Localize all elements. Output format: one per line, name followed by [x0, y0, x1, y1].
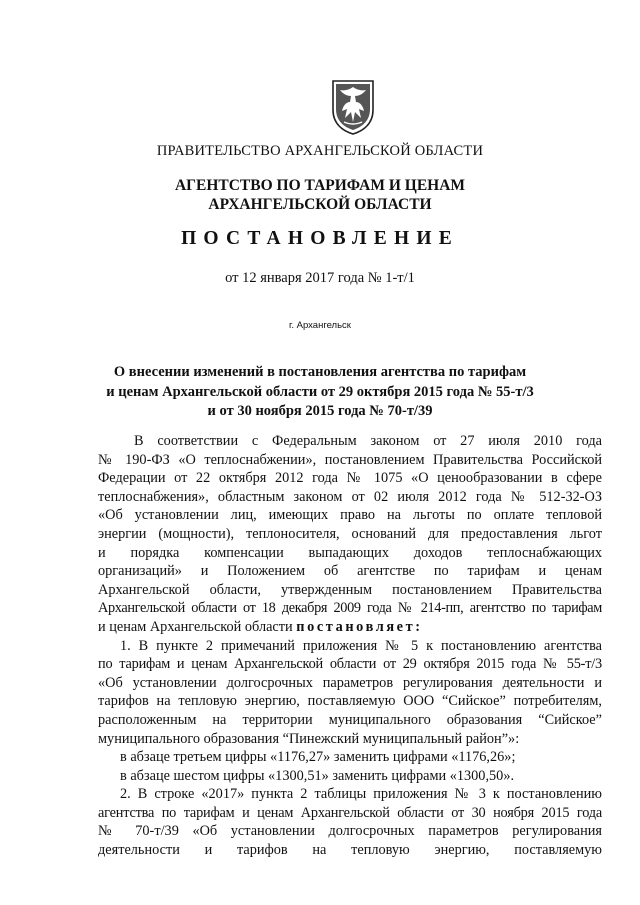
body-line: в абзаце третьем цифры «1176,27» заменить цифрами «1176,26»;: [120, 749, 516, 766]
document-body: [98, 432, 602, 860]
government-name: ПРАВИТЕЛЬСТВО АРХАНГЕЛЬСКОЙ ОБЛАСТИ: [156, 143, 484, 159]
body-line-resolves: [98, 618, 602, 637]
body-line: организаций» и Положением об агентстве по тарифам и ценам: [98, 563, 602, 580]
body-line: «Об установлении лиц, имеющих право на льготы по оплате тепловой: [98, 507, 602, 524]
body-line: и ценам Архангельской области: [98, 618, 293, 635]
body-line: муниципального образования “Пинежский муниципальный район”»:: [98, 730, 520, 747]
body-line: агентства по тарифам и ценам Архангельской области от 30 ноября 2015 года: [98, 804, 602, 821]
body-line: в абзаце шестом цифры «1300,51» заменить цифрами «1300,50».: [120, 767, 515, 784]
document-date-number: от 12 января 2017 года № 1-т/1: [225, 270, 415, 286]
coat-of-arms-emblem: [330, 78, 376, 136]
body-line: № 70-т/39 «Об установлении долгосрочных параметров регулирования: [98, 823, 602, 840]
resolves-word: постановляет:: [296, 618, 423, 635]
body-line: 1. В пункте 2 примечаний приложения № 5 к постановлению агентства: [120, 637, 602, 654]
body-line: и порядка компенсации выпадающих доходов теплоснабжающих: [98, 544, 602, 561]
document-subject: [0, 363, 640, 422]
body-line: «Об установлении долгосрочных параметров регулирования деятельности и: [98, 674, 602, 691]
body-line: 2. В строке «2017» пункта 2 таблицы приложения № 3 к постановлению: [120, 786, 602, 803]
body-line: по тарифам и ценам Архангельской области от 29 октября 2015 года № 55-т/3: [98, 656, 602, 673]
body-line: тарифов на тепловую энергию, поставляемую ООО “Сийское” потребителям,: [98, 693, 602, 710]
body-line: Федерации от 22 октября 2012 года № 1075 «О ценообразовании в сфере: [98, 470, 602, 487]
body-line: № 190-ФЗ «О теплоснабжении», постановлением Правительства Российской: [98, 451, 602, 468]
agency-name: [0, 176, 640, 214]
subject-line: и от 30 ноября 2015 года № 70-т/39: [207, 403, 433, 419]
body-line: теплоснабжения», областным законом от 02 июля 2012 года № 512-32-ОЗ: [98, 488, 602, 505]
agency-name-line: АРХАНГЕЛЬСКОЙ ОБЛАСТИ: [208, 196, 432, 213]
body-line: деятельности и тарифов на тепловую энергию, поставляемую: [98, 842, 602, 859]
body-line: Архангельской области, утвержденным постановлением Правительства: [98, 581, 602, 598]
subject-line: О внесении изменений в постановления агентства по тарифам: [113, 364, 527, 380]
document-type: ПОСТАНОВЛЕНИЕ: [181, 228, 459, 249]
body-line: энергии (мощности), теплоносителя, оснований для предоставления льгот: [98, 525, 602, 542]
agency-name-line: АГЕНТСТВО ПО ТАРИФАМ И ЦЕНАМ: [174, 177, 466, 194]
document-city: г. Архангельск: [289, 320, 351, 331]
body-line: В соответствии с Федеральным законом от 27 июля 2010 года: [134, 433, 602, 449]
subject-line: и ценам Архангельской области от 29 октября 2015 года № 55-т/3: [106, 383, 534, 400]
body-line: расположенным на территории муниципального образования “Сийское”: [98, 711, 602, 728]
body-line: Архангельской области от 18 декабря 2009 года № 214-пп, агентство по тарифам: [98, 600, 602, 617]
